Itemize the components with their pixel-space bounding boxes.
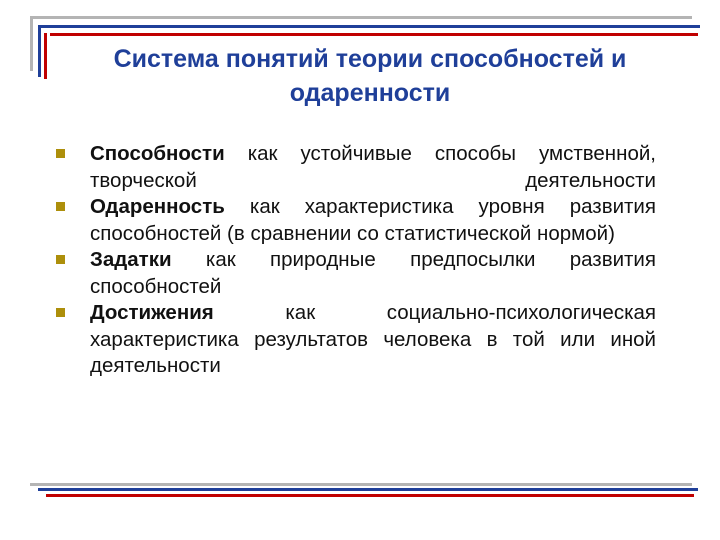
definition-inclinations: как природные предпосылки развития способностей: [90, 248, 656, 298]
frame-bottom-gray-line: [30, 483, 692, 486]
square-bullet-icon: [56, 308, 65, 317]
list-item-abilities: [56, 141, 656, 194]
slide-title: Система понятий теории способностей и одаренности: [113, 45, 627, 107]
term-giftedness: Одаренность: [90, 195, 225, 218]
square-bullet-icon: [56, 149, 65, 158]
frame-bottom-blue-line: [38, 488, 698, 491]
square-bullet-icon: [56, 202, 65, 211]
frame-left-red-line: [44, 33, 47, 79]
frame-top-blue-line: [40, 25, 700, 28]
definition-giftedness: как характеристика уровня развития способностей (в сравнении со статистической нормой): [90, 195, 656, 245]
square-bullet-icon: [56, 255, 65, 264]
list-item-inclinations: [56, 247, 656, 300]
frame-left-blue-line: [38, 25, 41, 77]
list-item-giftedness: [56, 194, 656, 247]
list-item-achievements: [56, 300, 656, 380]
term-abilities: Способности: [90, 142, 225, 165]
frame-top-red-line: [50, 33, 698, 36]
term-inclinations: Задатки: [90, 248, 172, 271]
concepts-list: [56, 141, 656, 380]
definition-abilities: как устойчивые способы умственной, творческой деятельности: [90, 142, 656, 192]
frame-left-gray-line: [30, 16, 33, 71]
frame-bottom-red-line: [46, 494, 694, 497]
definition-achievements: как социально-психологическая характеристика результатов человека в той или иной деятельности: [90, 301, 656, 377]
frame-top-gray-line: [30, 16, 692, 19]
term-achievements: Достижения: [90, 301, 214, 324]
